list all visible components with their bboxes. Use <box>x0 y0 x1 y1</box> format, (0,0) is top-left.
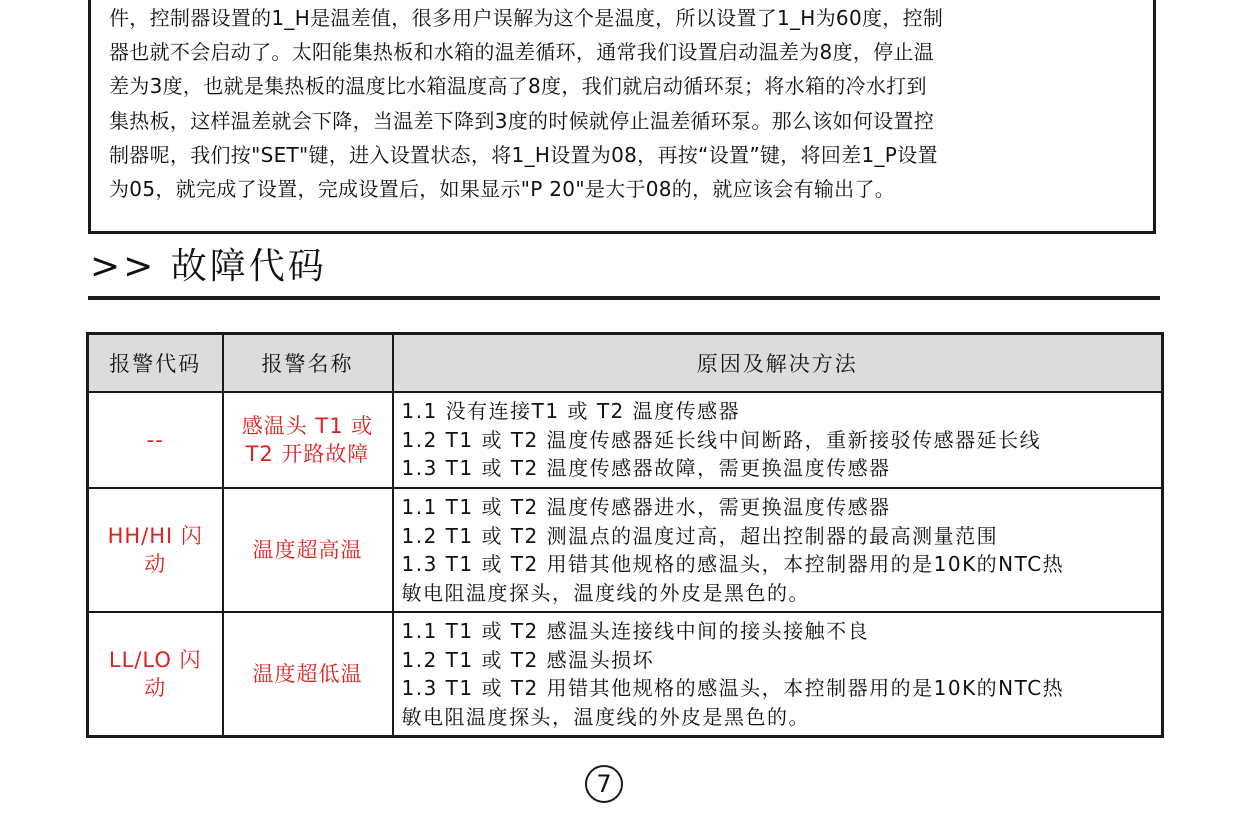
alarm-name <box>223 488 393 612</box>
header-cause-solution: 原因及解决方法 <box>393 334 1163 393</box>
table-row <box>88 392 1163 488</box>
reason-line: 1.2 T1 或 T2 温度传感器延长线中间断路，重新接驳传感器延长线 <box>401 427 1042 452</box>
fault-code-table <box>86 332 1164 738</box>
table-header-row <box>88 334 1163 393</box>
alarm-code <box>88 392 223 488</box>
header-alarm-code: 报警代码 <box>88 334 223 393</box>
info-box <box>88 0 1156 234</box>
alarm-reasons <box>393 392 1163 488</box>
page-number: 7 <box>585 765 623 803</box>
info-line: 集热板，这样温差就会下降，当温差下降到3度的时候就停止温差循环泵。那么该如何设置控 <box>109 108 935 133</box>
table-row <box>88 612 1163 736</box>
alarm-name <box>223 392 393 488</box>
reason-line: 1.3 T1 或 T2 用错其他规格的感温头，本控制器用的是10K的NTC热 <box>401 552 1065 576</box>
alarm-name <box>223 612 393 736</box>
alarm-code <box>88 612 223 736</box>
alarm-code-text: LL/LO 闪动 <box>108 647 202 700</box>
reason-line: 1.2 T1 或 T2 测温点的温度过高，超出控制器的最高测量范围 <box>401 523 999 548</box>
alarm-name-text: 感温头 T1 或 T2 开路故障 <box>241 414 374 466</box>
info-line: 为05，就完成了设置，完成设置后，如果显示"P 20"是大于08的，就应该会有输出了。 <box>109 177 896 202</box>
alarm-reasons <box>393 612 1163 736</box>
alarm-code-text: HH/HI 闪动 <box>107 524 203 576</box>
alarm-code <box>88 488 223 612</box>
header-alarm-name: 报警名称 <box>223 334 393 393</box>
info-line: 件，控制器设置的1_H是温差值，很多用户误解为这个是温度，所以设置了1_H为60度，控制 <box>109 6 944 30</box>
table-row <box>88 488 1163 612</box>
alarm-reasons <box>393 488 1163 612</box>
section-title: >> 故障代码 <box>90 246 327 287</box>
alarm-code-text: -- <box>146 428 164 452</box>
reason-line: 1.3 T1 或 T2 温度传感器故障，需更换温度传感器 <box>401 456 891 480</box>
alarm-name-text: 温度超低温 <box>252 661 363 686</box>
reason-line: 1.1 T1 或 T2 温度传感器进水，需更换温度传感器 <box>401 495 891 519</box>
info-line: 差为3度，也就是集热板的温度比水箱温度高了8度，我们就启动循环泵；将水箱的冷水打到 <box>109 74 927 99</box>
reason-line: 1.1 T1 或 T2 感温头连接线中间的接头接触不良 <box>401 619 870 643</box>
reason-line: 敏电阻温度探头，温度线的外皮是黑色的。 <box>401 704 810 729</box>
alarm-name-text: 温度超高温 <box>252 538 363 562</box>
info-line: 制器呢，我们按"SET"键，进入设置状态，将1_H设置为08，再按“设置”键，将回差1_P设置 <box>109 142 938 167</box>
reason-line: 敏电阻温度探头，温度线的外皮是黑色的。 <box>401 580 810 605</box>
reason-line: 1.1 没有连接T1 或 T2 温度传感器 <box>401 399 741 423</box>
info-line: 器也就不会启动了。太阳能集热板和水箱的温差循环，通常我们设置启动温差为8度，停止温 <box>109 40 935 65</box>
reason-line: 1.3 T1 或 T2 用错其他规格的感温头，本控制器用的是10K的NTC热 <box>401 676 1065 700</box>
section-divider <box>88 296 1160 300</box>
reason-line: 1.2 T1 或 T2 感温头损坏 <box>401 647 655 672</box>
